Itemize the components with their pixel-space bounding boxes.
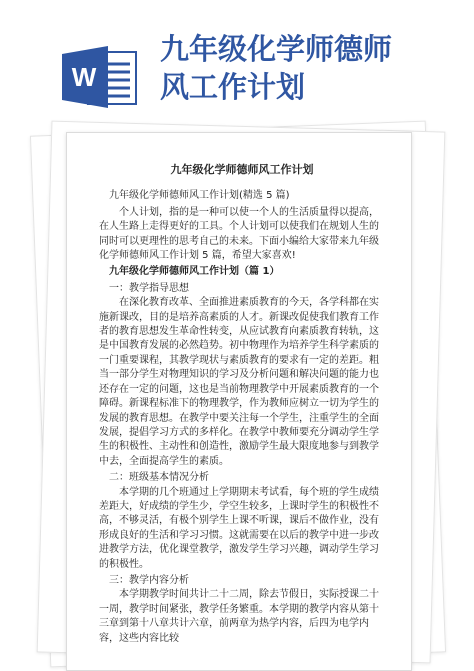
banner-title-line-1: 九年级化学师德师 [160,32,393,66]
document-subtitle: 九年级化学师德师风工作计划(精选 5 篇) [109,190,290,202]
header-banner [0,0,474,122]
section-3-body: 本学期教学时间共计二十二周，除去节假日，实际授课二十一周，教学时间紧张，教学任务繁重。本学期的教学内容从第十三章到第十八章共计六章，前两章为热学内容，后四为电学内容，这些内容比较 [99,589,379,644]
document-title: 九年级化学师德师风工作计划 [170,163,314,176]
part-1-heading: 九年级化学师德师风工作计划（篇 1） [109,266,280,278]
section-3-heading: 三：教学内容分析 [109,574,189,586]
banner-title-line-2: 风工作计划 [160,70,306,104]
intro-paragraph: 个人计划，指的是一种可以使一个人的生活质量得以提高，在人生路上走得更好的工具。个人计划可以使我们在规划人生的同时可以更理性的思考自己的未来。下面小编给大家带来九年级化学师德师风工作计划 5 篇，希望大家喜欢! [99,206,379,262]
document-banner-title [160,30,460,106]
section-2-heading: 二：班级基本情况分析 [109,472,209,484]
section-1-body: 在深化教育改革、全面推进素质教育的今天，各学科都在实施新课改，目的是培养高素质的人才。新课改促使我们教育工作者的教育思想发生革命性转变，从应试教育向素质教育转轨，这是中国教育发展的必然趋势。初中物理作为培养学生科学素质的一门重要课程，其教学现状与素质教育的要求有一定的差距。粗当一部分学生对物理知识的学习及分析问题和解决问题的能力也还存在一定的问题，这也是当前物理教学中开展素质教育的一个障碍。新课程标准下的物理教学，作为教师应树立一切为学生的发展的教育思想。在教学中要关注每一个学生，注重学生的全面发展，提倡学习方式的多样化。在教学中教师要充分调动学生学生的积极性、主动性和创造性，激励学生最大限度地参与到教学中去，全面提高学生的素质。 [99,297,379,467]
section-1-heading: 一：教学指导思想 [109,282,189,294]
document-content [99,163,385,646]
section-2-body: 本学期的几个班通过上学期期末考试看，每个班的学生成绩差距大，好成绩的学生少，学空生较多，上课时学生的积极性不高，不够灵活，有极个别学生上课不听课，课后不做作业，没有形成良好的生活和学习习惯。这就需要在以后的教学中进一步改进教学方法，优化课堂教学，激发学生学习兴趣，调动学生学习的积极性。 [99,486,379,570]
word-document-icon [62,44,140,110]
word-icon-letter: W [71,62,97,92]
document-page [66,132,412,671]
